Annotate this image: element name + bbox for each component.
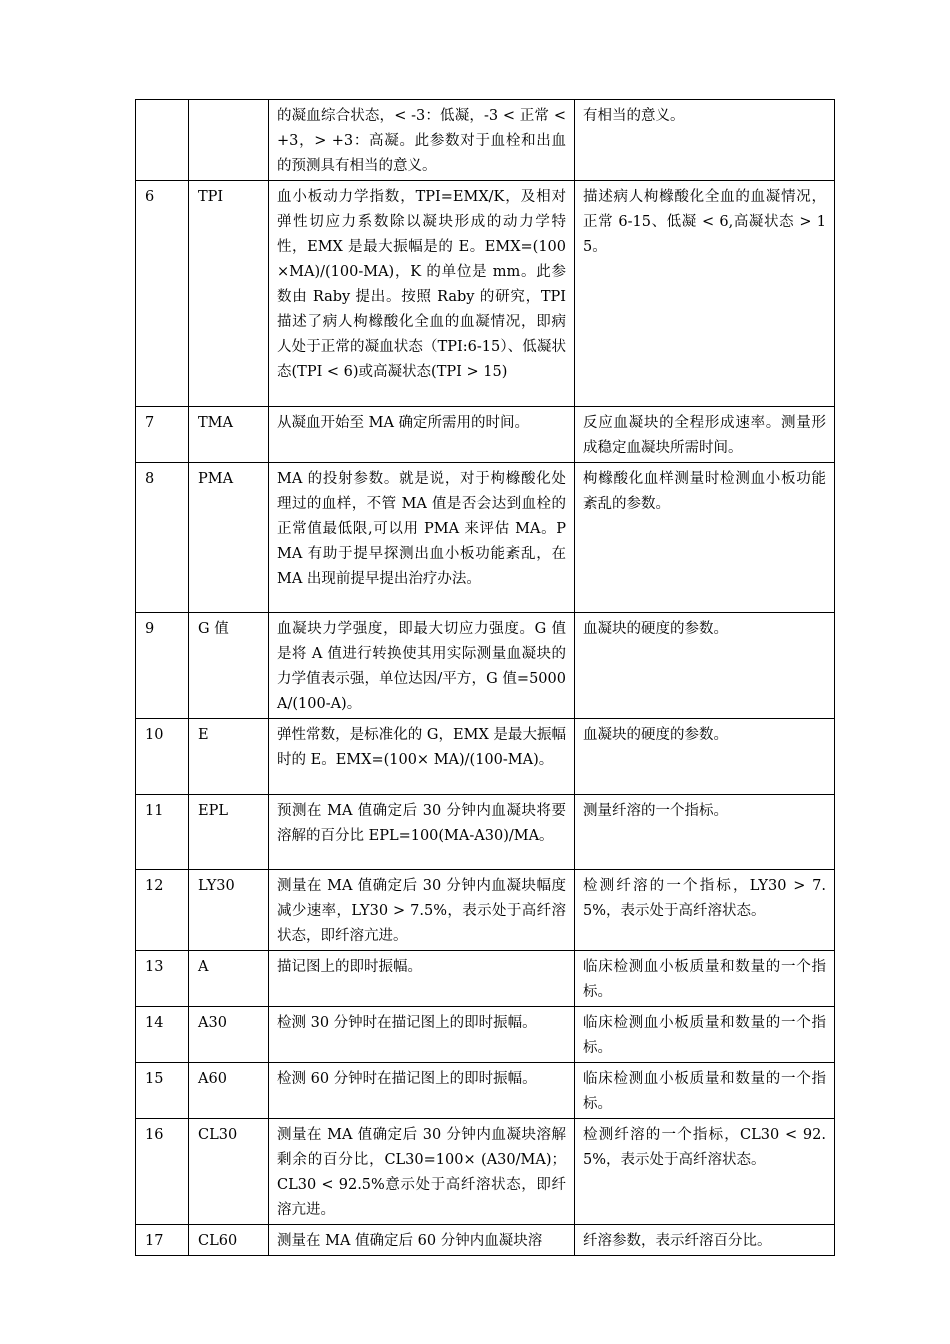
table-row (136, 613, 835, 719)
parameter-description: 测量在 MA 值确定后 30 分钟内血凝块溶解剩余的百分比，CL30=100× (A30/MA)；CL30 < 92.5%意示处于高纤溶状态，即纤溶亢进。 (269, 1119, 575, 1225)
parameter-name: EPL (189, 795, 269, 870)
parameter-name: CL60 (189, 1225, 269, 1256)
parameter-name: LY30 (189, 870, 269, 951)
table-row (136, 181, 835, 407)
parameter-name (189, 100, 269, 181)
table-row (136, 1063, 835, 1119)
row-number: 7 (136, 407, 189, 463)
clinical-meaning: 检测纤溶的一个指标，CL30 < 92.5%，表示处于高纤溶状态。 (575, 1119, 835, 1225)
parameter-name: A (189, 951, 269, 1007)
parameter-name: TMA (189, 407, 269, 463)
parameter-description: 预测在 MA 值确定后 30 分钟内血凝块将要溶解的百分比 EPL=100(MA-A30)/MA。 (269, 795, 575, 870)
clinical-meaning: 血凝块的硬度的参数。 (575, 719, 835, 795)
parameter-name: G 值 (189, 613, 269, 719)
row-number: 9 (136, 613, 189, 719)
parameter-description: 弹性常数，是标准化的 G，EMX 是最大振幅时的 E。EMX=(100× MA)/(100-MA)。 (269, 719, 575, 795)
parameter-description: 血小板动力学指数，TPI=EMX/K，及相对弹性切应力系数除以凝块形成的动力学特性，EMX 是最大振幅是的 E。EMX=(100×MA)/(100-MA)，K 的单位是 mm。此参数由 Raby 提出。按照 Raby 的研究，TPI 描述了病人枸橼酸化全血的血凝情况，即病人处于正常的凝血状态（TPI:6-15）、低凝状态(TPI < 6)或高凝状态(TPI > 15) (269, 181, 575, 407)
clinical-meaning: 临床检测血小板质量和数量的一个指标。 (575, 951, 835, 1007)
table-row (136, 100, 835, 181)
clinical-meaning: 测量纤溶的一个指标。 (575, 795, 835, 870)
table-row (136, 951, 835, 1007)
clinical-meaning: 描述病人枸橼酸化全血的血凝情况，正常 6-15、低凝 < 6,高凝状态 > 15。 (575, 181, 835, 407)
table-row (136, 1007, 835, 1063)
table-row (136, 463, 835, 613)
table-row (136, 1119, 835, 1225)
table-row (136, 407, 835, 463)
table-row (136, 870, 835, 951)
row-number: 11 (136, 795, 189, 870)
parameter-table (135, 99, 835, 1256)
row-number: 13 (136, 951, 189, 1007)
parameter-description: 检测 30 分钟时在描记图上的即时振幅。 (269, 1007, 575, 1063)
clinical-meaning: 检测纤溶的一个指标，LY30 > 7.5%，表示处于高纤溶状态。 (575, 870, 835, 951)
parameter-description: 血凝块力学强度，即最大切应力强度。G 值是将 A 值进行转换使其用实际测量血凝块的力学值表示强，单位达因/平方，G 值=5000A/(100-A)。 (269, 613, 575, 719)
parameter-name: A30 (189, 1007, 269, 1063)
clinical-meaning: 有相当的意义。 (575, 100, 835, 181)
row-number: 16 (136, 1119, 189, 1225)
clinical-meaning: 反应血凝块的全程形成速率。测量形成稳定血凝块所需时间。 (575, 407, 835, 463)
row-number: 10 (136, 719, 189, 795)
clinical-meaning: 纤溶参数，表示纤溶百分比。 (575, 1225, 835, 1256)
parameter-description: MA 的投射参数。就是说，对于枸橼酸化处理过的血样，不管 MA 值是否会达到血栓的正常值最低限,可以用 PMA 来评估 MA。PMA 有助于提早探测出血小板功能紊乱，在 MA 出现前提早提出治疗办法。 (269, 463, 575, 613)
parameter-description: 测量在 MA 值确定后 30 分钟内血凝块幅度减少速率，LY30 > 7.5%，表示处于高纤溶状态，即纤溶亢进。 (269, 870, 575, 951)
parameter-name: TPI (189, 181, 269, 407)
clinical-meaning: 临床检测血小板质量和数量的一个指标。 (575, 1063, 835, 1119)
row-number (136, 100, 189, 181)
parameter-description: 检测 60 分钟时在描记图上的即时振幅。 (269, 1063, 575, 1119)
parameter-name: PMA (189, 463, 269, 613)
clinical-meaning: 临床检测血小板质量和数量的一个指标。 (575, 1007, 835, 1063)
row-number: 15 (136, 1063, 189, 1119)
parameter-name: A60 (189, 1063, 269, 1119)
parameter-description: 的凝血综合状态，< -3：低凝，-3 < 正常 < +3，> +3：高凝。此参数对于血栓和出血的预测具有相当的意义。 (269, 100, 575, 181)
parameter-description: 从凝血开始至 MA 确定所需用的时间。 (269, 407, 575, 463)
table-row (136, 719, 835, 795)
row-number: 12 (136, 870, 189, 951)
row-number: 8 (136, 463, 189, 613)
parameter-name: E (189, 719, 269, 795)
row-number: 14 (136, 1007, 189, 1063)
table-row (136, 1225, 835, 1256)
clinical-meaning: 枸橼酸化血样测量时检测血小板功能紊乱的参数。 (575, 463, 835, 613)
parameter-description: 描记图上的即时振幅。 (269, 951, 575, 1007)
row-number: 17 (136, 1225, 189, 1256)
table-row (136, 795, 835, 870)
parameter-description: 测量在 MA 值确定后 60 分钟内血凝块溶 (269, 1225, 575, 1256)
parameter-name: CL30 (189, 1119, 269, 1225)
clinical-meaning: 血凝块的硬度的参数。 (575, 613, 835, 719)
row-number: 6 (136, 181, 189, 407)
